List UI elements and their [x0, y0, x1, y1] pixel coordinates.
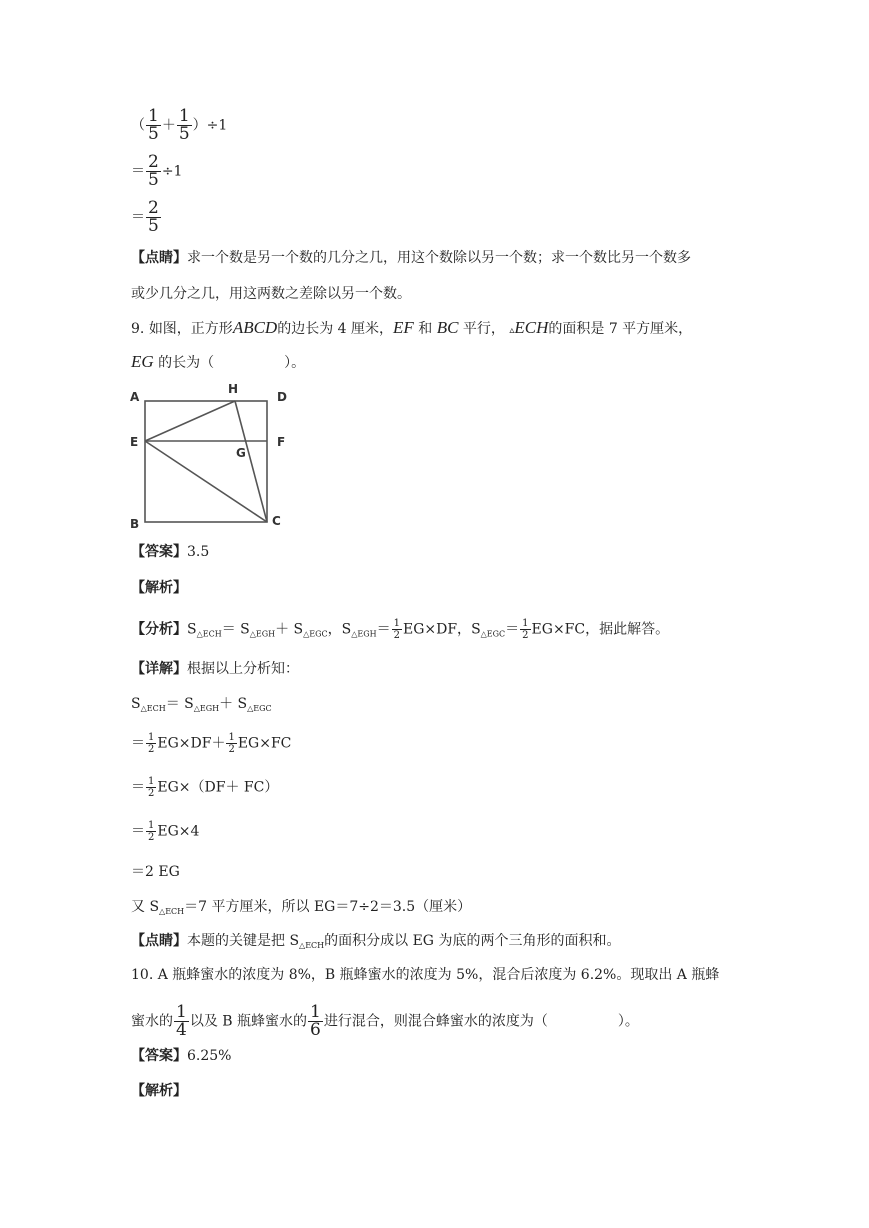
question-text: ）。	[617, 1013, 639, 1030]
question-text: ）。	[284, 355, 306, 371]
question-text: 进行混合，则混合蜂蜜水的浓度为（	[323, 1013, 548, 1030]
fenxi-label: 【分析】	[131, 621, 187, 638]
numerator: 1	[178, 106, 190, 126]
open-paren: （	[131, 117, 145, 134]
xiangjie-line5: ＝2 EG	[131, 864, 180, 880]
question-9-line1	[131, 318, 692, 341]
denominator: 5	[148, 216, 159, 236]
numerator: 2	[148, 198, 159, 218]
fenxi-line	[131, 618, 669, 645]
denominator: 2	[148, 788, 155, 799]
question-text: 如图，正方形	[148, 321, 233, 337]
subscript: △EGC	[247, 704, 272, 713]
fraction-half	[226, 732, 236, 755]
answer-label: 【答案】	[131, 544, 187, 560]
fraction	[308, 1004, 323, 1039]
area-symbol: S	[184, 696, 194, 712]
answer-q10	[131, 1046, 231, 1066]
numerator: 2	[148, 152, 159, 172]
xiangjie-label: 【详解】	[131, 661, 187, 677]
square-abcd	[145, 401, 267, 522]
denominator: 6	[310, 1020, 321, 1040]
math-eg: EG	[131, 352, 154, 371]
tip-text: 本题的关键是把 S	[187, 933, 300, 949]
equals: ＝	[131, 163, 145, 180]
comma: ，	[327, 621, 342, 638]
answer-q9	[131, 542, 209, 562]
denominator: 2	[522, 630, 529, 641]
numerator: 1	[148, 820, 155, 831]
denominator: 2	[148, 832, 155, 843]
xiangjie-line1	[131, 694, 272, 719]
fraction	[146, 154, 161, 189]
label-f: F	[277, 435, 286, 449]
xiangjie-line3	[131, 776, 278, 799]
tip-label: 【点睛】	[131, 933, 187, 949]
answer-value: 6.25%	[187, 1048, 232, 1064]
label-c: C	[272, 514, 281, 528]
numerator: 1	[522, 618, 529, 629]
equals: ＝	[131, 735, 145, 752]
subscript: △ECH	[159, 907, 185, 916]
xiangjie-text: 根据以上分析知：	[187, 661, 299, 677]
subscript: △ECH	[299, 941, 325, 950]
label-d: D	[277, 390, 287, 404]
plus: ＋	[219, 696, 238, 712]
subscript: △ECH	[140, 704, 166, 713]
subscript: △EGC	[303, 629, 328, 639]
tip-text: 的面积分成以 EG 为底的两个三角形的面积和。	[324, 933, 621, 949]
division-tail: ÷1	[161, 163, 183, 180]
area-symbol: S	[187, 621, 197, 638]
xiangjie-text: ＝7 平方厘米，所以 EG＝7÷2＝3.5（厘米）	[184, 899, 472, 915]
question-text: 的边长为 4 厘米，	[277, 321, 394, 337]
fenxi-text: EG×FC，据此解答。	[531, 621, 670, 638]
subscript: △EGC	[480, 629, 506, 639]
equals: ＝	[505, 621, 520, 638]
label-e: E	[130, 435, 139, 449]
calc-line-3	[131, 200, 162, 235]
calc-line-1	[131, 108, 227, 143]
equals: ＝	[221, 621, 241, 638]
question-text: 以及 B 瓶蜂蜜水的	[189, 1013, 308, 1030]
subscript: △EGH	[351, 629, 377, 639]
label-b: B	[130, 517, 140, 531]
square-figure	[125, 380, 290, 535]
xiangjie-text: EG×DF＋	[157, 735, 226, 752]
numerator: 1	[228, 732, 235, 743]
area-symbol: S	[131, 696, 141, 712]
fenxi-text: EG×DF，	[402, 621, 472, 638]
math-abcd: ABCD	[232, 318, 278, 337]
plus-sign: ＋	[161, 117, 176, 134]
area-symbol: S	[237, 696, 248, 712]
area-symbol: S	[341, 621, 352, 638]
question-9-line2	[131, 352, 305, 373]
numerator: 1	[148, 106, 159, 126]
denominator: 2	[148, 744, 155, 755]
close-paren-div: ）÷1	[192, 117, 228, 134]
fraction	[177, 108, 192, 143]
triangle-symbol: ▵	[509, 325, 515, 336]
fraction-half	[392, 618, 402, 641]
math-bc: BC	[436, 318, 459, 337]
xiangjie-text: 又 S	[131, 899, 160, 915]
numerator: 1	[393, 618, 400, 629]
denominator: 2	[228, 744, 235, 755]
fraction-half	[146, 820, 156, 843]
denominator: 5	[178, 124, 190, 144]
analysis-header-q10: 【解析】	[131, 1083, 187, 1099]
fraction-half	[146, 732, 156, 755]
question-text: 的面积是 7 平方厘米，	[548, 321, 693, 337]
question-text: 的长为（	[158, 355, 215, 371]
question-10-line1: 10. A 瓶蜂蜜水的浓度为 8%，B 瓶蜂蜜水的浓度为 5%，混合后浓度为 6.2%。现取出 A 瓶蜂	[131, 967, 720, 983]
analysis-header-q9: 【解析】	[131, 580, 187, 596]
area-symbol: S	[471, 621, 481, 638]
denominator: 5	[148, 170, 159, 190]
equals: ＝	[131, 209, 145, 226]
plus: ＋	[275, 621, 294, 638]
question-10-line2	[131, 1004, 639, 1039]
tip-q8-line2	[131, 284, 411, 304]
tip-label: 【点睛】	[131, 250, 187, 266]
subscript: △ECH	[196, 629, 222, 639]
numerator: 1	[148, 776, 155, 787]
equals: ＝	[131, 779, 145, 796]
question-number: 9.	[131, 321, 145, 337]
equals: ＝	[165, 696, 185, 712]
numerator: 1	[176, 1002, 187, 1022]
answer-value: 3.5	[187, 544, 210, 560]
tip-q9	[131, 931, 620, 956]
xiangjie-text: EG×FC	[237, 735, 292, 752]
denominator: 4	[176, 1020, 187, 1040]
xiangjie-text: EG×4	[157, 823, 200, 840]
question-text: 蜜水的	[131, 1013, 173, 1030]
label-h: H	[228, 382, 239, 396]
math-ef: EF	[393, 318, 414, 337]
tip-text: 或少几分之几，用这两数之差除以另一个数。	[131, 286, 411, 302]
calc-line-2	[131, 154, 182, 189]
line-eh	[145, 401, 235, 441]
subscript: △EGH	[193, 704, 220, 713]
fraction	[174, 1004, 189, 1039]
equals: ＝	[376, 621, 391, 638]
equals: ＝	[131, 823, 145, 840]
fraction-half	[520, 618, 530, 641]
fraction	[146, 200, 161, 235]
denominator: 5	[148, 124, 159, 144]
numerator: 1	[310, 1002, 321, 1022]
label-a: A	[130, 390, 140, 404]
denominator: 2	[393, 630, 400, 641]
numerator: 1	[148, 732, 155, 743]
question-text: 平行，	[462, 321, 505, 337]
area-symbol: S	[293, 621, 304, 638]
fraction-half	[146, 776, 156, 799]
area-symbol: S	[240, 621, 250, 638]
tip-text: 求一个数是另一个数的几分之几，用这个数除以另一个数；求一个数比另一个数多	[187, 250, 691, 266]
fraction	[146, 108, 161, 143]
xiangjie-line2	[131, 732, 291, 755]
label-g: G	[236, 446, 246, 460]
xiangjie-line4	[131, 820, 199, 843]
subscript: △EGH	[249, 629, 276, 639]
xiangjie-text: EG×（DF＋ FC）	[157, 779, 279, 796]
tip-q8-line1	[131, 248, 691, 268]
math-ech: ECH	[514, 318, 549, 337]
answer-label: 【答案】	[131, 1048, 187, 1064]
xiangjie-intro	[131, 659, 299, 679]
xiangjie-line6	[131, 897, 471, 922]
question-text: 和	[418, 321, 433, 337]
